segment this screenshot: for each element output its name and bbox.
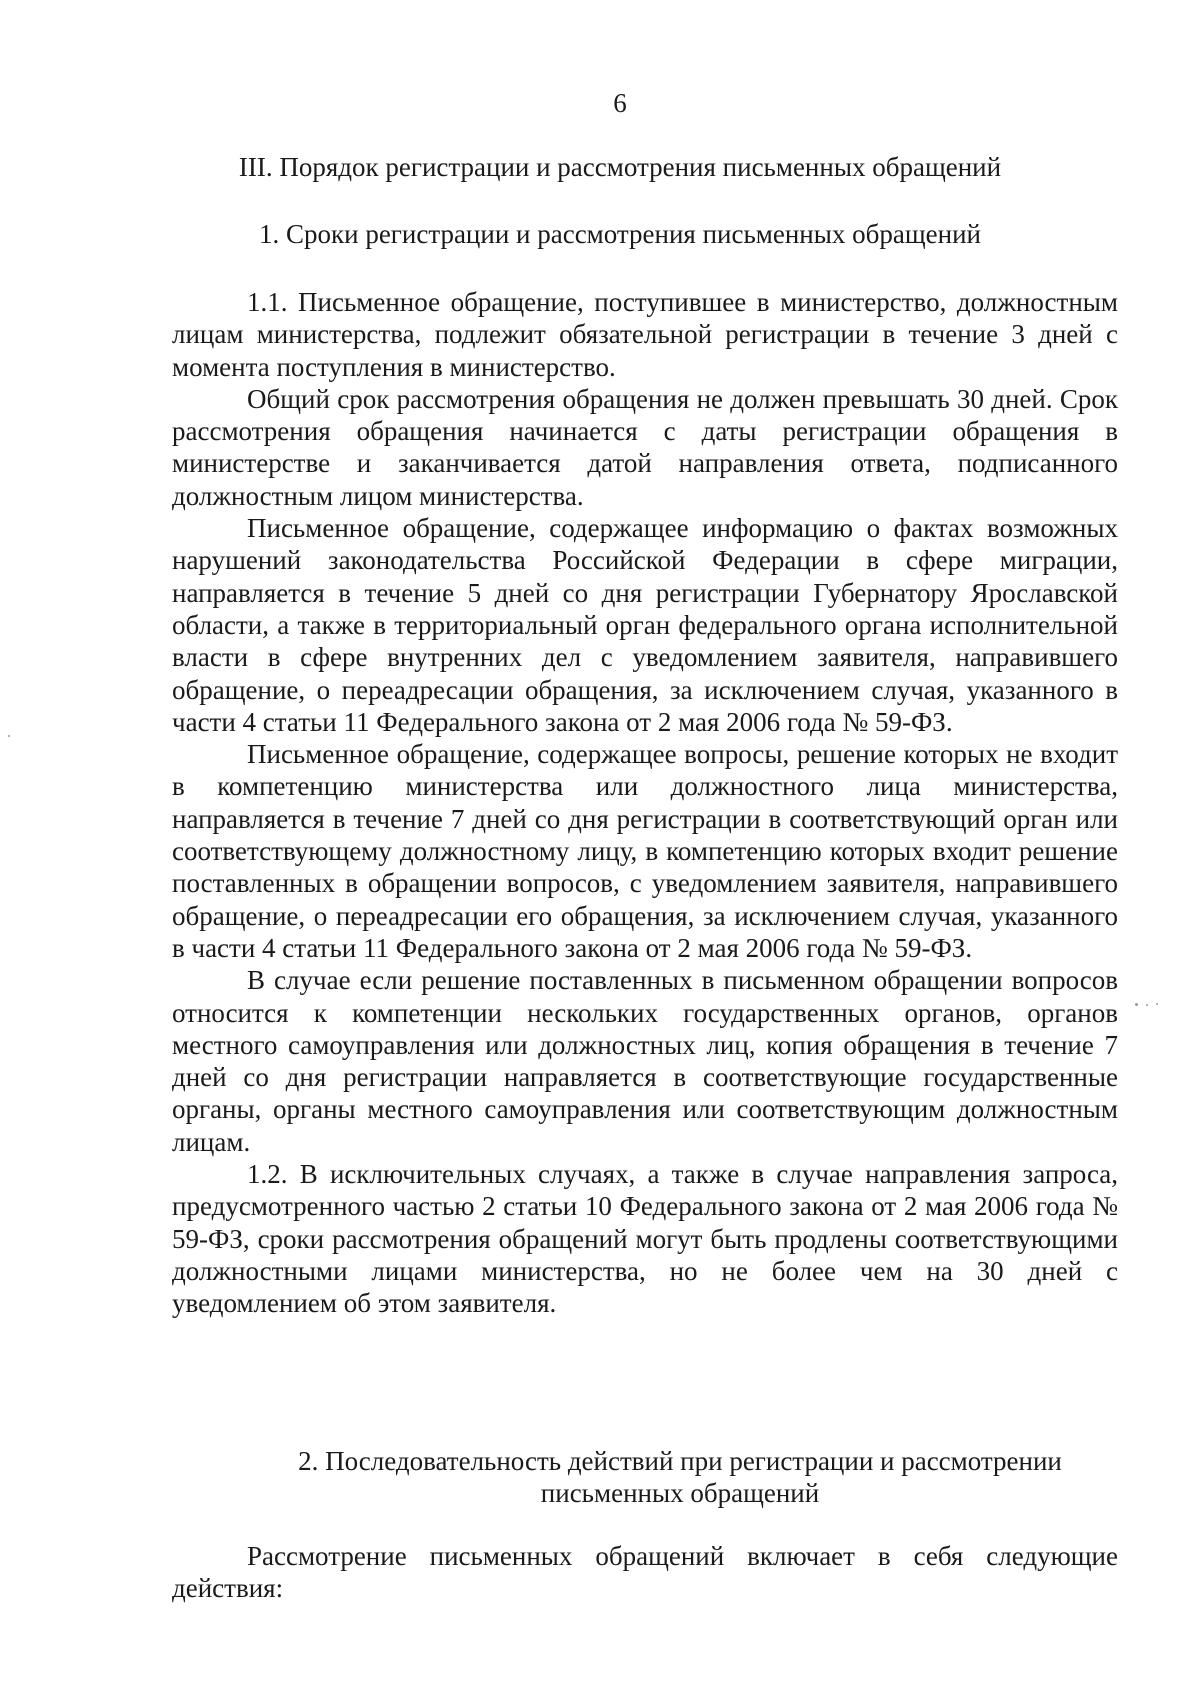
paragraph-competence: Письменное обращение, содержащее вопросы, решение которых не входит в компетенцию министерства или должностного лица министерства, направляется в течение 7 дней со дня регистрации в соответствующий орган или соответствующему должностному лицу, в компетенцию которых входит решение поставленных в обращении вопросов, с уведомлением заявителя, направившего обращение, о переадресации его обращения, за исключением случая, указанного в части 4 статьи 11 Федерального закона от 2 мая 2006 года № 59-ФЗ.	[172, 739, 1118, 963]
paragraph-actions: Рассмотрение письменных обращений включает в себя следующие действия:	[172, 1541, 1118, 1603]
subsection-1-title: 1. Сроки регистрации и рассмотрения письменных обращений	[259, 219, 981, 249]
page-number: 6	[613, 88, 627, 118]
paragraph-multiple-bodies: В случае если решение поставленных в письменном обращении вопросов относится к компетенции нескольких государственных органов, органов местного самоуправления или должностных лиц, копия обращения в течение 7 дней со дня регистрации направляется в соответствующие государственные органы, органы местного самоуправления или соответствующим должностным лицам.	[172, 965, 1118, 1157]
subsection-1-body	[172, 286, 1118, 1320]
subsection-2-body	[172, 1540, 1118, 1604]
paragraph-1-2: 1.2. В исключительных случаях, а также в случае направления запроса, предусмотренного частью 2 статьи 10 Федерального закона от 2 мая 2006 года № 59-ФЗ, сроки рассмотрения обращений могут быть продлены соответствующими должностными лицами министерства, но не более чем на 30 дней с уведомлением об этом заявителя.	[172, 1159, 1118, 1319]
subsection-2-title: 2. Последовательность действий при регистрации и рассмотрении письменных обращений	[298, 1446, 1062, 1508]
scan-speck	[8, 735, 10, 737]
paragraph-1-1: 1.1. Письменное обращение, поступившее в министерство, должностным лицам министерства, подлежит обязательной регистрации в течение 3 дней с момента поступления в министерство.	[172, 287, 1118, 382]
scan-speck	[1156, 1003, 1158, 1005]
section-title: III. Порядок регистрации и рассмотрения письменных обращений	[238, 152, 1002, 182]
scan-speck	[1135, 1003, 1138, 1006]
paragraph-general-term: Общий срок рассмотрения обращения не должен превышать 30 дней. Срок рассмотрения обращения начинается с даты регистрации обращения в министерстве и заканчивается датой направления ответа, подписанного должностным лицом министерства.	[172, 383, 1118, 511]
paragraph-migration: Письменное обращение, содержащее информацию о фактах возможных нарушений законодательства Российской Федерации в сфере миграции, направляется в течение 5 дней со дня регистрации Губернатору Ярославской области, а также в территориальный орган федерального органа исполнительной власти в сфере внутренних дел с уведомлением заявителя, направившего обращение, о переадресации обращения, за исключением случая, указанного в части 4 статьи 11 Федерального закона от 2 мая 2006 года № 59-ФЗ.	[172, 513, 1118, 737]
scan-speck	[1146, 1004, 1148, 1006]
